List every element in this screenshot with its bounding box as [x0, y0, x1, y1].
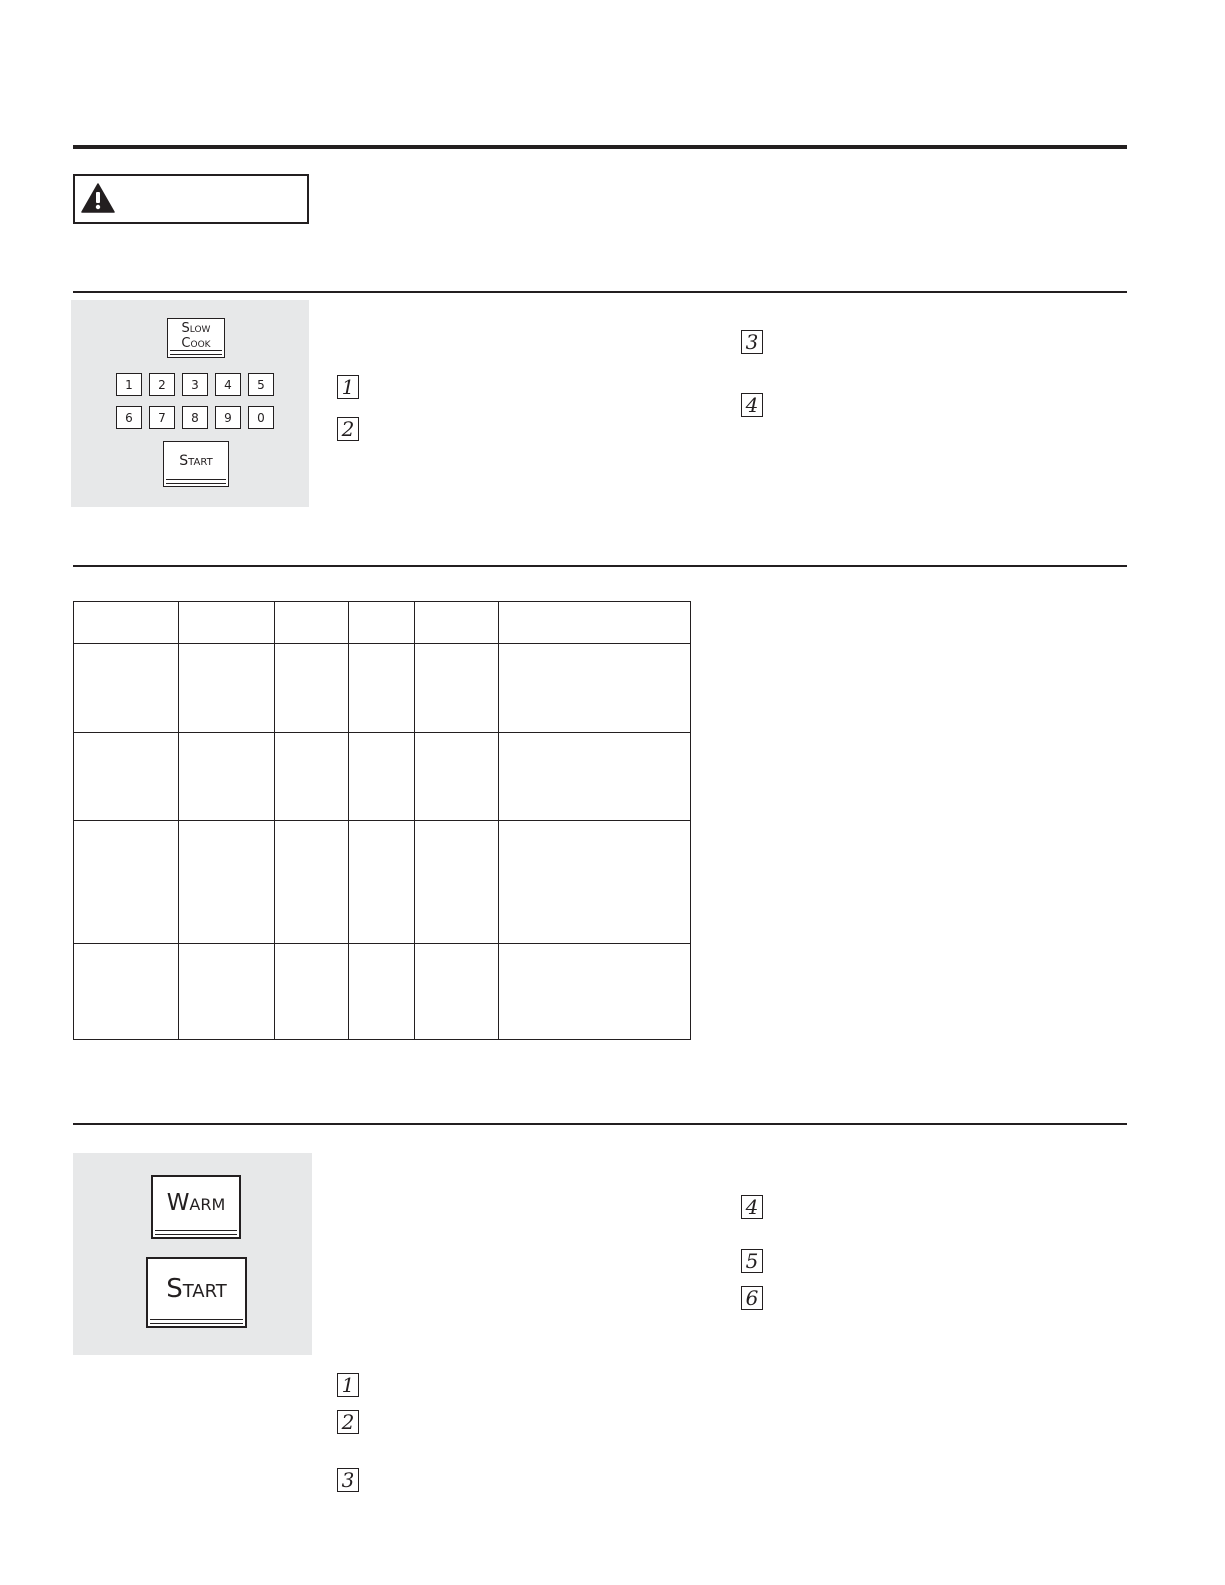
step-marker-5: 5: [741, 1249, 763, 1273]
table-cell: [499, 821, 691, 944]
table-cell: [179, 821, 275, 944]
step-marker-3: 3: [337, 1468, 359, 1492]
table-cell: [275, 602, 349, 644]
table-cell: [275, 944, 349, 1040]
table-row: [74, 644, 691, 733]
slow-cook-label-line1: Slow: [181, 321, 211, 336]
number-key-7[interactable]: 7: [149, 406, 175, 429]
start-button-label: Start: [166, 1273, 227, 1304]
table-cell: [74, 733, 179, 821]
start-button[interactable]: [146, 1257, 247, 1328]
step-marker-6: 6: [741, 1286, 763, 1310]
step-marker-3: 3: [741, 330, 763, 354]
table-cell: [74, 602, 179, 644]
step-marker-4: 4: [741, 1195, 763, 1219]
step-marker-4: 4: [741, 393, 763, 417]
table-cell: [349, 602, 415, 644]
slow-cook-keypad-panel: [71, 300, 309, 507]
warm-keypad-panel: [73, 1153, 312, 1355]
table-row: [74, 821, 691, 944]
number-key-4[interactable]: 4: [215, 373, 241, 396]
warm-button[interactable]: [151, 1175, 241, 1239]
table-cell: [499, 602, 691, 644]
number-key-1[interactable]: 1: [116, 373, 142, 396]
table-cell: [349, 733, 415, 821]
table-cell: [179, 602, 275, 644]
table-cell: [74, 821, 179, 944]
step-marker-1: 1: [337, 1373, 359, 1397]
step-marker-2: 2: [337, 1410, 359, 1434]
warning-label-box: [73, 174, 309, 224]
table-cell: [275, 733, 349, 821]
table-cell: [179, 733, 275, 821]
slow-cook-chart-table: [73, 601, 691, 1040]
number-key-9[interactable]: 9: [215, 406, 241, 429]
table-cell: [349, 644, 415, 733]
table-cell: [415, 602, 499, 644]
warm-section-rule: [73, 1123, 1127, 1125]
number-key-8[interactable]: 8: [182, 406, 208, 429]
table-row: [74, 944, 691, 1040]
table-cell: [349, 821, 415, 944]
table-cell: [349, 944, 415, 1040]
number-key-5[interactable]: 5: [248, 373, 274, 396]
table-cell: [415, 733, 499, 821]
table-cell: [415, 821, 499, 944]
start-button-label: Start: [179, 453, 213, 469]
table-cell: [415, 644, 499, 733]
slow-cook-section-rule: [73, 291, 1127, 293]
step-marker-2: 2: [337, 417, 359, 441]
warning-triangle-icon: [81, 182, 115, 214]
number-key-2[interactable]: 2: [149, 373, 175, 396]
table-row: [74, 733, 691, 821]
table-cell: [499, 644, 691, 733]
step-marker-1: 1: [337, 375, 359, 399]
table-cell: [179, 644, 275, 733]
table-header-row: [74, 602, 691, 644]
table-cell: [179, 944, 275, 1040]
number-key-6[interactable]: 6: [116, 406, 142, 429]
warm-button-label: Warm: [166, 1190, 226, 1216]
table-cell: [499, 733, 691, 821]
table-cell: [74, 644, 179, 733]
top-heading-rule: [73, 145, 1127, 149]
table-cell: [499, 944, 691, 1040]
start-button[interactable]: [163, 441, 229, 487]
table-cell: [74, 944, 179, 1040]
table-section-rule: [73, 565, 1127, 567]
slow-cook-label-line2: Cook: [181, 336, 211, 351]
number-key-0[interactable]: 0: [248, 406, 274, 429]
slow-cook-button[interactable]: [167, 318, 225, 358]
table-cell: [415, 944, 499, 1040]
number-key-3[interactable]: 3: [182, 373, 208, 396]
table-cell: [275, 821, 349, 944]
table-cell: [275, 644, 349, 733]
